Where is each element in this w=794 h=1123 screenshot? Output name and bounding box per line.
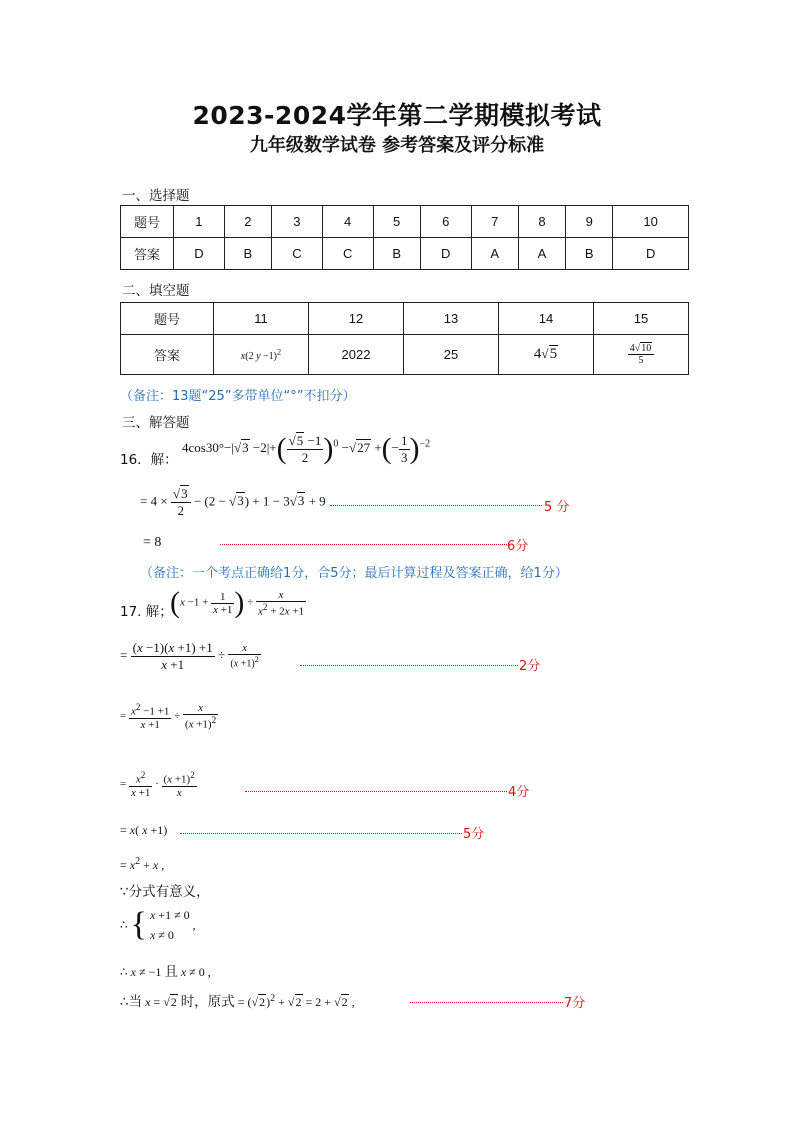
question-number: 2 bbox=[224, 206, 271, 238]
q17-step3: = $\frac{x^2}{x +1}$ · $\frac{(x +1)^2}{x}$ bbox=[120, 770, 195, 799]
section-solve-title: 三、解答题 bbox=[122, 415, 190, 431]
choice-answer: C bbox=[272, 238, 323, 270]
q17-step1: = $\frac{(x -1)(x +1) +1}{x +1}$ ÷ $\frac{x}{(x +1)^2}$ bbox=[120, 640, 259, 672]
question-number: 1 bbox=[174, 206, 225, 238]
q16-label: 16．解： bbox=[120, 452, 178, 468]
q17-final: ∴当 x = √2 时，原式 = $(√2)^2 + √2 = 2 + √2$ , bbox=[120, 993, 355, 1010]
row-label-number: 题号 bbox=[121, 206, 174, 238]
choice-answer: A bbox=[518, 238, 565, 270]
choice-answer: B bbox=[224, 238, 271, 270]
score-leader-dots bbox=[180, 833, 462, 834]
section-choice-title: 一、选择题 bbox=[122, 188, 190, 204]
question-number: 7 bbox=[471, 206, 518, 238]
q17-score-2: 4分 bbox=[508, 785, 530, 800]
answer-14: 4√5 bbox=[499, 335, 594, 375]
choice-answer: A bbox=[471, 238, 518, 270]
question-number: 4 bbox=[322, 206, 373, 238]
choice-answer: B bbox=[373, 238, 420, 270]
question-number: 12 bbox=[309, 303, 404, 335]
question-number: 11 bbox=[214, 303, 309, 335]
answer-13: 25 bbox=[404, 335, 499, 375]
section-fill-title: 二、填空题 bbox=[122, 283, 190, 299]
page-title: 2023-2024学年第二学期模拟考试 bbox=[192, 101, 602, 130]
q16-score-2: 6分 bbox=[507, 539, 529, 554]
fill-answer-table bbox=[120, 302, 689, 375]
q17-condition-result: ∴ x ≠ −1 且 x ≠ 0 , bbox=[120, 964, 211, 980]
and-text: 且 bbox=[164, 964, 178, 980]
row-label-number: 题号 bbox=[121, 303, 214, 335]
answer-15: $\frac{4√10}{5}$ bbox=[594, 335, 689, 375]
choice-answer-table bbox=[120, 205, 689, 270]
q17-condition-text: ∵分式有意义， bbox=[120, 884, 210, 900]
score-leader-dots bbox=[220, 544, 507, 545]
score-leader-dots bbox=[300, 665, 518, 666]
choice-answer: C bbox=[322, 238, 373, 270]
q17-score-3: 5分 bbox=[463, 827, 485, 842]
fill-note: （备注：13题“25”多带单位“°”不扣分） bbox=[120, 389, 356, 404]
q17-label: 17. 解； bbox=[120, 604, 173, 620]
q17-expression: (x −1 + $\frac{1}{x +1}$ ) ÷ $\frac{x}{x^2 + 2x +1}$ bbox=[170, 586, 305, 619]
score-leader-dots bbox=[330, 505, 542, 506]
question-number: 15 bbox=[594, 303, 689, 335]
question-number: 6 bbox=[420, 206, 471, 238]
question-number: 14 bbox=[499, 303, 594, 335]
result-text: 时，原式 bbox=[180, 994, 235, 1010]
q16-score-1: 5 分 bbox=[544, 500, 570, 515]
question-number: 9 bbox=[566, 206, 613, 238]
answer-11: x(2 y −1)$^2$ bbox=[214, 335, 309, 375]
q17-step4: = x( x +1) bbox=[120, 823, 168, 837]
choice-answer: D bbox=[174, 238, 225, 270]
row-label-answer: 答案 bbox=[121, 335, 214, 375]
q17-step2: = $\frac{x^2 -1 +1}{x +1}$ ÷ $\frac{x}{(x +1)^2}$ bbox=[120, 702, 217, 731]
score-leader-dots bbox=[410, 1002, 563, 1003]
q16-result: = 8 bbox=[143, 535, 162, 550]
answer-12: 2022 bbox=[309, 335, 404, 375]
row-label-answer: 答案 bbox=[121, 238, 174, 270]
question-number: 5 bbox=[373, 206, 420, 238]
page-subtitle: 九年级数学试卷 参考答案及评分标准 bbox=[249, 135, 545, 156]
q17-score-1: 2分 bbox=[519, 659, 541, 674]
q16-note: （备注：一个考点正确给1分，合5分；最后计算过程及答案正确，给1分） bbox=[140, 566, 568, 581]
question-number: 8 bbox=[518, 206, 565, 238]
score-leader-dots bbox=[245, 791, 507, 792]
choice-answer: B bbox=[566, 238, 613, 270]
question-number: 10 bbox=[613, 206, 689, 238]
q17-step5: = $x^2 + x$ , bbox=[120, 856, 165, 872]
q16-step1: = 4 × $\frac{√3}{2}$ − (2 − √3) + 1 − 3√3 + 9 bbox=[140, 486, 326, 518]
question-number: 13 bbox=[404, 303, 499, 335]
when-text: ∴当 bbox=[120, 994, 143, 1010]
choice-answer: D bbox=[613, 238, 689, 270]
q17-score-4: 7分 bbox=[564, 996, 586, 1011]
q17-condition-system: ∴ { x +1 ≠ 0 x ≠ 0 , bbox=[120, 906, 196, 943]
question-number: 3 bbox=[272, 206, 323, 238]
q16-expression: 4cos30°−|√3 −2|+( $\frac{√5 -1}{2}$ )$^0$ −√27 +(− $\frac{1}{3}$ )$^{-2}$ bbox=[182, 432, 431, 465]
choice-answer: D bbox=[420, 238, 471, 270]
